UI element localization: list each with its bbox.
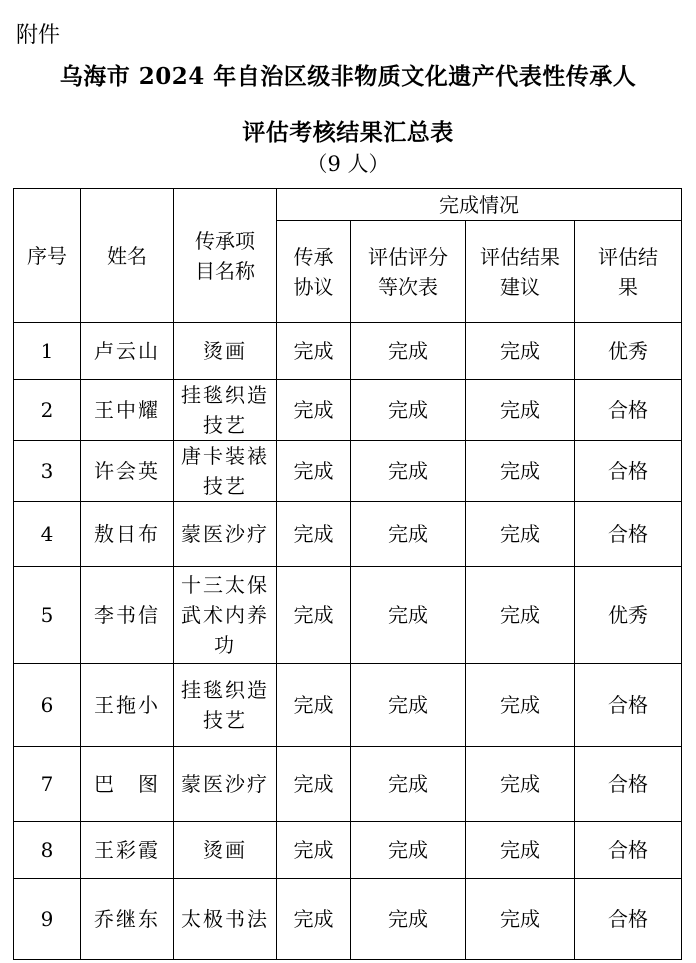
cell-project: 烫画 [174,822,277,879]
cell-suggestion: 完成 [466,664,575,747]
cell-grading-form: 完成 [351,822,466,879]
cell-suggestion: 完成 [466,502,575,567]
cell-project: 唐卡装裱技艺 [174,441,277,502]
cell-seq: 9 [14,879,81,960]
cell-seq: 1 [14,323,81,380]
cell-result: 合格 [575,822,682,879]
cell-grading-form: 完成 [351,502,466,567]
cell-project: 太极书法 [174,879,277,960]
cell-result: 优秀 [575,567,682,664]
cell-agreement: 完成 [277,822,351,879]
cell-name: 李书信 [81,567,174,664]
cell-seq: 2 [14,380,81,441]
table-row [14,822,682,879]
header-name: 姓名 [81,189,174,323]
cell-name: 乔继东 [81,879,174,960]
cell-name: 王中耀 [81,380,174,441]
cell-name: 许会英 [81,441,174,502]
cell-project: 烫画 [174,323,277,380]
cell-grading-form: 完成 [351,567,466,664]
table-row [14,747,682,822]
cell-grading-form: 完成 [351,380,466,441]
cell-result: 合格 [575,879,682,960]
cell-name: 王彩霞 [81,822,174,879]
cell-agreement: 完成 [277,323,351,380]
cell-suggestion: 完成 [466,822,575,879]
cell-grading-form: 完成 [351,441,466,502]
table-row [14,380,682,441]
cell-suggestion: 完成 [466,567,575,664]
header-project: 传承项目名称 [174,189,277,323]
cell-agreement: 完成 [277,567,351,664]
cell-suggestion: 完成 [466,380,575,441]
header-agreement: 传承协议 [277,221,351,323]
cell-name: 王拖小 [81,664,174,747]
cell-project: 十三太保武术内养功 [174,567,277,664]
cell-result: 合格 [575,380,682,441]
cell-result: 合格 [575,441,682,502]
cell-name: 巴 图 [81,747,174,822]
cell-result: 优秀 [575,323,682,380]
header-grading-form: 评估评分等次表 [351,221,466,323]
cell-agreement: 完成 [277,747,351,822]
header-result: 评估结果 [575,221,682,323]
cell-name: 卢云山 [81,323,174,380]
document-title-line1: 乌海市 2024 年自治区级非物质文化遗产代表性传承人 [59,63,637,90]
cell-result: 合格 [575,664,682,747]
table-row [14,441,682,502]
cell-grading-form: 完成 [351,323,466,380]
cell-name: 敖日布 [81,502,174,567]
cell-seq: 3 [14,441,81,502]
cell-agreement: 完成 [277,502,351,567]
table-row [14,879,682,960]
cell-seq: 5 [14,567,81,664]
cell-result: 合格 [575,747,682,822]
cell-seq: 8 [14,822,81,879]
cell-result: 合格 [575,502,682,567]
cell-suggestion: 完成 [466,747,575,822]
table-row [14,323,682,380]
table-row [14,664,682,747]
attachment-label: 附件 [16,23,61,48]
cell-project: 挂毯织造技艺 [174,664,277,747]
cell-project: 挂毯织造技艺 [174,380,277,441]
cell-grading-form: 完成 [351,879,466,960]
header-seq: 序号 [14,189,81,323]
cell-seq: 4 [14,502,81,567]
header-suggestion: 评估结果建议 [466,221,575,323]
person-count: （9 人） [306,152,390,176]
cell-suggestion: 完成 [466,441,575,502]
table-row [14,502,682,567]
cell-suggestion: 完成 [466,323,575,380]
cell-grading-form: 完成 [351,747,466,822]
cell-seq: 7 [14,747,81,822]
results-table [13,188,682,960]
cell-agreement: 完成 [277,879,351,960]
document-title-line2: 评估考核结果汇总表 [242,119,454,146]
header-completion-group: 完成情况 [277,189,682,221]
cell-agreement: 完成 [277,380,351,441]
table-row [14,567,682,664]
cell-agreement: 完成 [277,664,351,747]
cell-suggestion: 完成 [466,879,575,960]
cell-project: 蒙医沙疗 [174,502,277,567]
cell-project: 蒙医沙疗 [174,747,277,822]
cell-seq: 6 [14,664,81,747]
cell-agreement: 完成 [277,441,351,502]
cell-grading-form: 完成 [351,664,466,747]
